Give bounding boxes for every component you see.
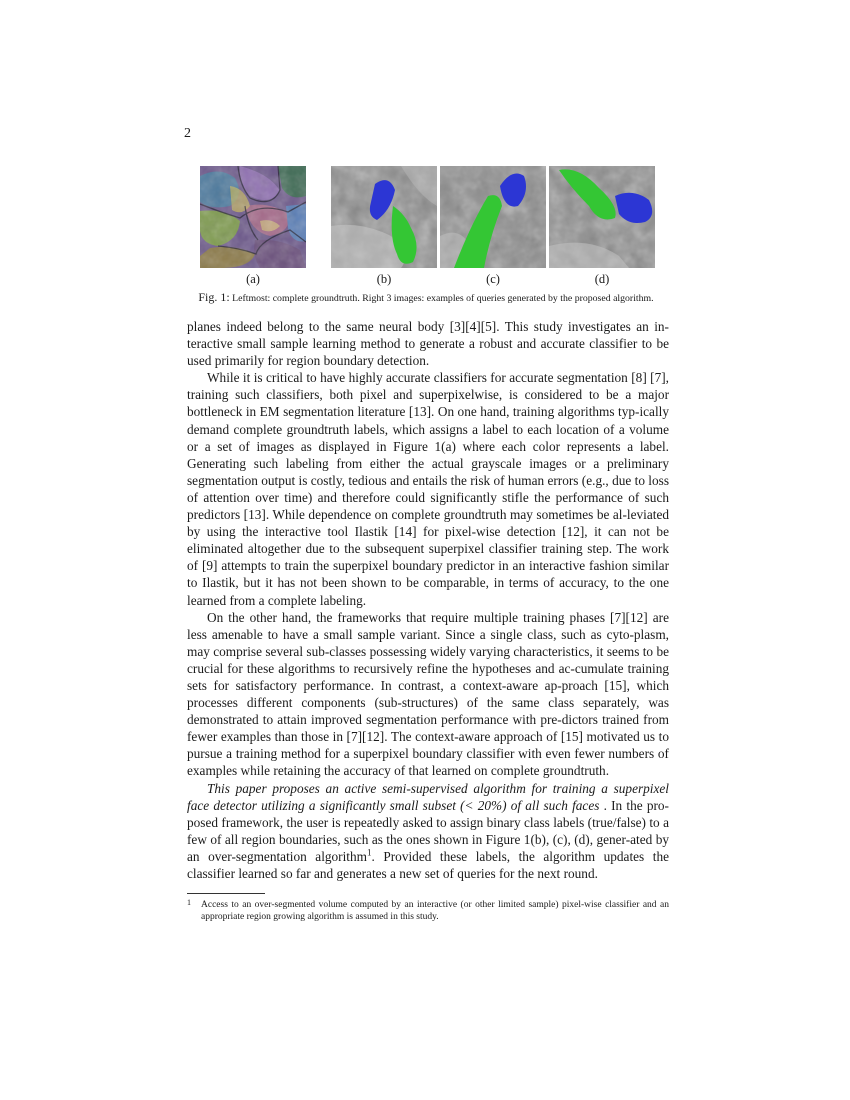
- footnote-text: Access to an over-segmented volume computed by an interactive (or other limited sample) pixel-wise classifier and an appropriate region growing algorithm is assumed in this study.: [201, 900, 669, 922]
- footnote: [187, 899, 669, 923]
- subfigure-label-d: (d): [594, 272, 610, 286]
- caption-label: Fig. 1:: [198, 290, 230, 304]
- footnote-marker: 1: [187, 898, 191, 907]
- subfigure-label-a: (a): [246, 272, 260, 286]
- caption-text: Leftmost: complete groundtruth. Right 3 images: examples of queries generated by the proposed algorithm.: [232, 293, 654, 304]
- paragraph: planes indeed belong to the same neural body [3][4][5]. This study investigates an in-teractive small sample learning method to generate a robust and accurate classifier to be used primarily for region boundary detection.: [187, 319, 669, 369]
- query-image-c: [440, 166, 546, 268]
- footnote-ref: 1: [367, 847, 372, 858]
- query-image-b: [331, 166, 437, 268]
- page-number: 2: [184, 126, 191, 141]
- body-text: [187, 318, 669, 882]
- query-image-d: [549, 166, 655, 268]
- subfigure-label-c: (c): [486, 272, 500, 286]
- paragraph-text: . In the pro-posed framework, the user is repeatedly asked to assign binary class labels (true/false) to a few of all region boundaries, such as the ones shown in Figure 1(b), (c), (d), gener-ated by an over-segmentation algorithm: [187, 797, 669, 864]
- subfigure-label-b: (b): [376, 272, 392, 286]
- paragraph-last: [187, 780, 669, 883]
- footnote-rule: [187, 893, 265, 894]
- paragraph: On the other hand, the frameworks that require multiple training phases [7][12] are less amenable to have a small sample variant. Since a single class, such as cyto-plasm, may comprise several sub-classes possessing widely varying characteristics, it seems to be crucial for these algorithms to recursively refine the hypotheses and ac-cumulate training sets for satisfactory performance. In contrast, a context-aware ap-proach [15], which processes different components (sub-structures) of the same class separately, was demonstrated to attain improved segmentation performance with pre-dictors trained from fewer examples than those in [7][12]. The context-aware approach of [15] motivated us to pursue a training method for a superpixel boundary classifier with even fewer numbers of examples while retaining the accuracy of that learned on complete groundtruth.: [187, 609, 669, 779]
- groundtruth-image: [200, 166, 306, 268]
- figure-caption: [184, 290, 668, 305]
- paragraph: While it is critical to have highly accurate classifiers for accurate segmentation [8] [7], training such classifiers, both pixel and superpixelwise, is considered to be a major bottleneck in EM segmentation literature [13]. On one hand, training algorithms typ-ically demand complete groundtruth labels, which assigns a label to each location of a volume or a set of images as displayed in Figure 1(a) where each color represents a label. Generating such labeling from either the actual grayscale images or a preliminary segmentation output is costly, tedious and entails the risk of human errors (e.g., due to loss of attention over time) and therefore could significantly stifle the performance of such predictors [13]. While dependence on complete groundtruth may sometimes be al-leviated by using the interactive tool Ilastik [14] for pixel-wise detection [12], it can not be eliminated altogether due to the subsequent superpixel classifier training step. The work of [9] attempts to train the superpixel boundary predictor in an interactive fashion similar to Ilastik, but it has not been shown to be comparable, in terms of accuracy, to the one learned from a complete labeling.: [187, 370, 669, 608]
- emphasized-statement: This paper proposes an active semi-supervised algorithm for training a superpixel face detector utilizing a significantly small subset (< 20%) of all such faces: [187, 780, 669, 813]
- paragraph-text: . Provided these labels, the algorithm updates the classifier learned so far and generates a new set of queries for the next round.: [187, 848, 669, 881]
